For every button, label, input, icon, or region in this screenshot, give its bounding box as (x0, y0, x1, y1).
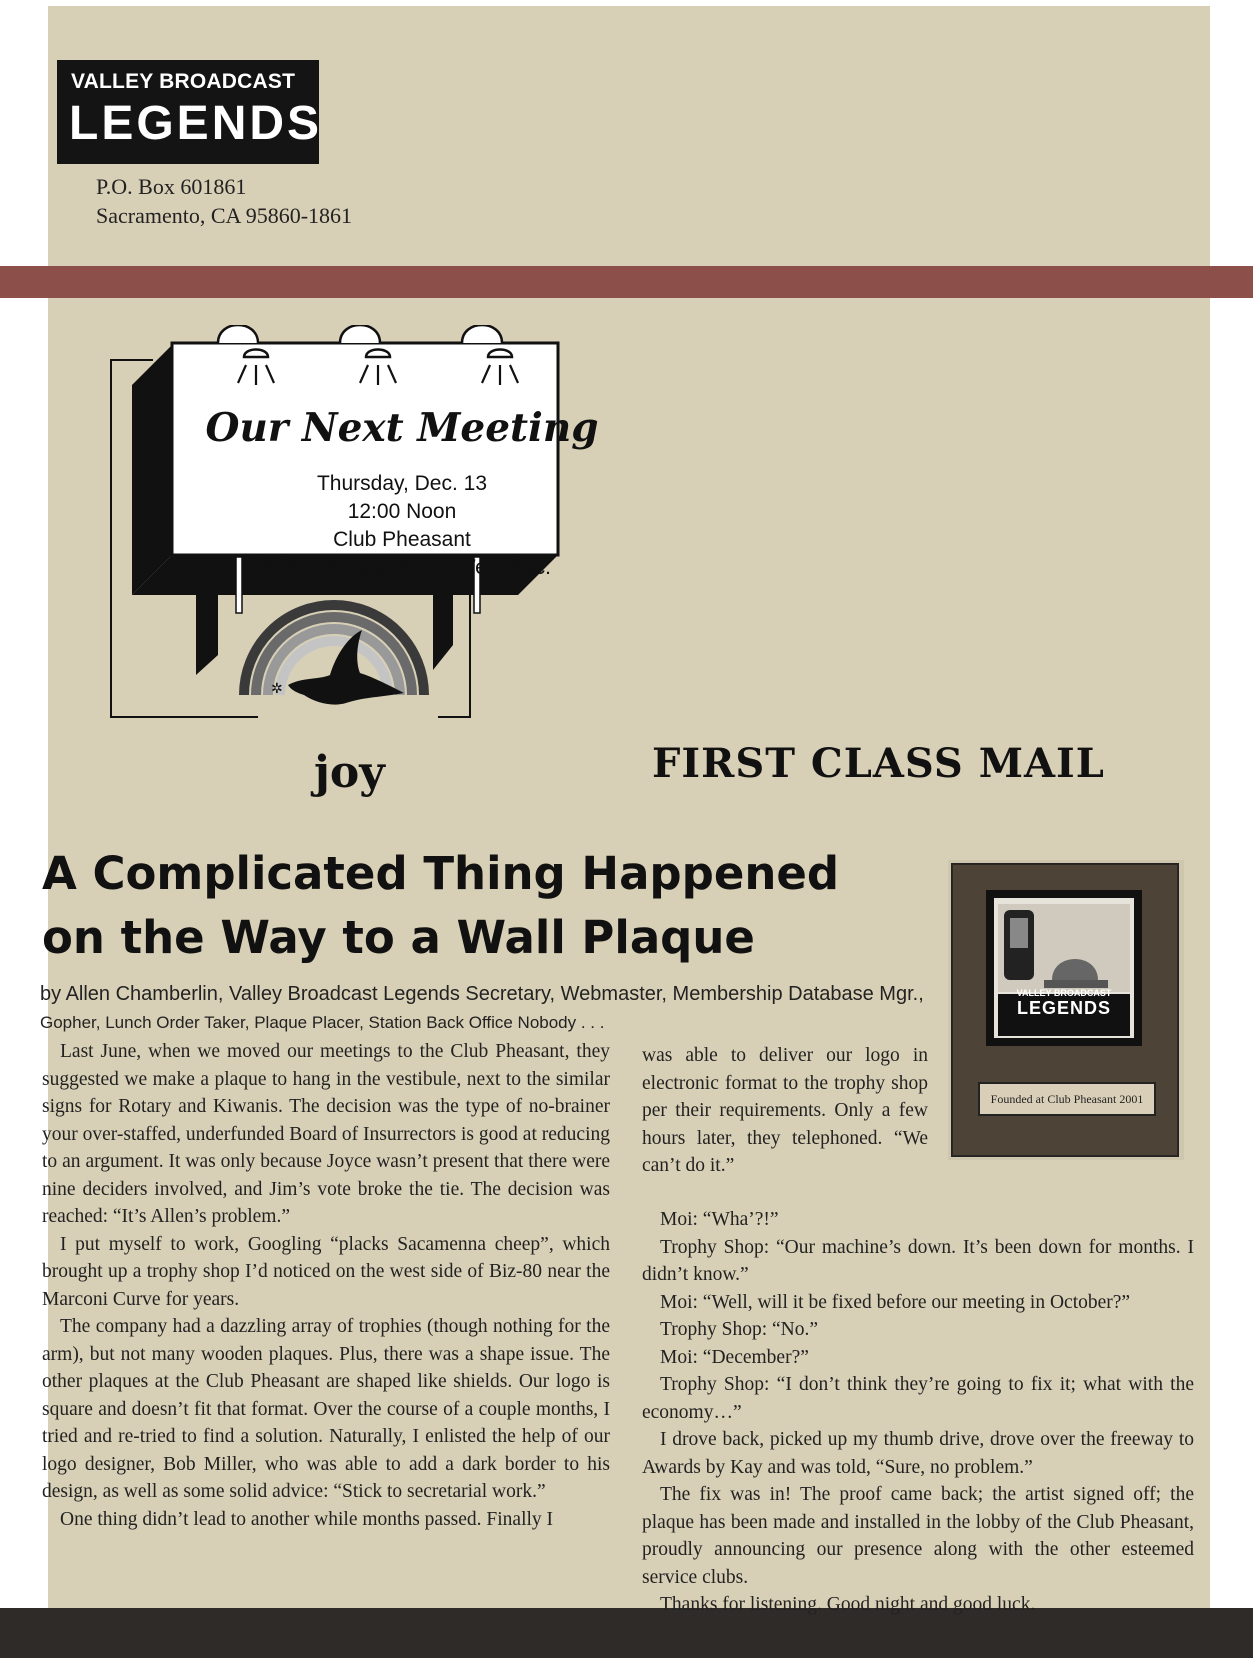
plaque-photo (948, 860, 1184, 1160)
article-headline (42, 842, 862, 970)
return-address (96, 172, 352, 230)
left-paragraph-1: Last June, when we moved our meetings to the Club Pheasant, they suggested we make a plaque to hang in the vestibule, next to the similar signs for Rotary and Kiwanis. The decision was the type of no-brainer your over-staffed, underfunded Board of Insurrectors is good at reducing to an argument. It was only because Joyce wasn’t present that there were nine deciders involved, and Jim’s vote broke the tie. The decision was reached: “It’s Allen’s problem.” (42, 1041, 610, 1227)
address-line2: Sacramento, CA 95860-1861 (96, 203, 353, 228)
meeting-place: Club Pheasant (333, 528, 471, 551)
left-paragraph-4: One thing didn’t lead to another while months passed. Finally I (60, 1508, 554, 1530)
meeting-title: Our Next Meeting (205, 405, 599, 451)
right-paragraph-9: Thanks for listening. Good night and good luck. (660, 1594, 1036, 1615)
joy-logo-text: joy (314, 747, 385, 798)
right-paragraph-6: Trophy Shop: “I don’t think they’re going to fix it; what with the economy…” (642, 1374, 1194, 1423)
headline-line1: A Complicated Thing Happened (42, 847, 840, 900)
top-color-band (0, 266, 1253, 298)
right-paragraph-7: I drove back, picked up my thumb drive, drove over the freeway to Awards by Kay and was told, “Sure, no problem.” (642, 1429, 1194, 1478)
logo-line1: VALLEY BROADCAST (71, 70, 296, 93)
logo-line2: LEGENDS (69, 97, 323, 150)
right-paragraph-2: Trophy Shop: “Our machine’s down. It’s been down for months. I didn’t know.” (642, 1236, 1194, 1285)
article-column-right-top (642, 1042, 928, 1180)
address-line1: P.O. Box 601861 (96, 174, 247, 199)
article-column-left (42, 1038, 610, 1533)
plaque-logo-line1: VALLEY BROADCAST (1016, 988, 1112, 998)
plaque-logo (1006, 988, 1122, 1018)
postage-class: FIRST CLASS MAIL (652, 740, 1105, 787)
left-paragraph-2: I put myself to work, Googling “placks Sacamenna cheep”, which brought up a trophy shop I’d noticed on the west side of Biz-80 near the Marconi Curve for years. (42, 1233, 610, 1310)
byline-line1: by Allen Chamberlin, Valley Broadcast Legends Secretary, Webmaster, Membership Database Mgr., (40, 983, 924, 1005)
plaque-logo-line2: LEGENDS (1016, 998, 1111, 1018)
meeting-time: 12:00 Noon (347, 500, 457, 523)
right-paragraph-5: Moi: “December?” (660, 1346, 809, 1368)
right-paragraph-1: Moi: “Wha’?!” (660, 1209, 779, 1230)
billboard-side-shadow (132, 345, 172, 595)
meeting-date: Thursday, Dec. 13 (316, 472, 488, 495)
right-top-paragraph: was able to deliver our logo in electronic format to the trophy shop per their requirements. Only a few hours later, they telephoned. “We can’t do it.” (642, 1045, 928, 1176)
headline-line2: on the Way to a Wall Plaque (42, 911, 755, 964)
byline-line2: Gopher, Lunch Order Taker, Plaque Placer, Station Back Office Nobody . . . (40, 1013, 605, 1032)
article-column-right (642, 1206, 1194, 1619)
right-paragraph-3: Moi: “Well, will it be fixed before our meeting in October?” (660, 1291, 1131, 1313)
plaque-caption: Founded at Club Pheasant 2001 (978, 1082, 1156, 1116)
right-paragraph-4: Trophy Shop: “No.” (660, 1319, 818, 1340)
legends-logo (57, 60, 323, 164)
left-paragraph-3: The company had a dazzling array of trophies (though nothing for the arm), but not many wooden plaques. Plus, there was a shape issue. The other plaques at the Club Pheasant are shaped like shields. Our logo is square and doesn’t fit that format. Over the course of a couple months, I tried and re-tried to find a solution. Naturally, I enlisted the help of our logo designer, Bob Miller, who was able to add a dark border to his design, as well as some solid advice: “Stick to secretarial work.” (42, 1316, 610, 1502)
next-meeting-billboard (108, 325, 599, 805)
article-byline (40, 980, 940, 1038)
meeting-details (172, 470, 632, 582)
meeting-street: 2525 Jefferson Blvd., West Sac. (252, 556, 552, 579)
sparkle-icon: ✲ (271, 681, 283, 697)
right-paragraph-8: The fix was in! The proof came back; the artist signed off; the plaque has been made and installed in the lobby of the Club Pheasant, proudly announcing our presence along with the other esteemed service clubs. (642, 1484, 1194, 1588)
